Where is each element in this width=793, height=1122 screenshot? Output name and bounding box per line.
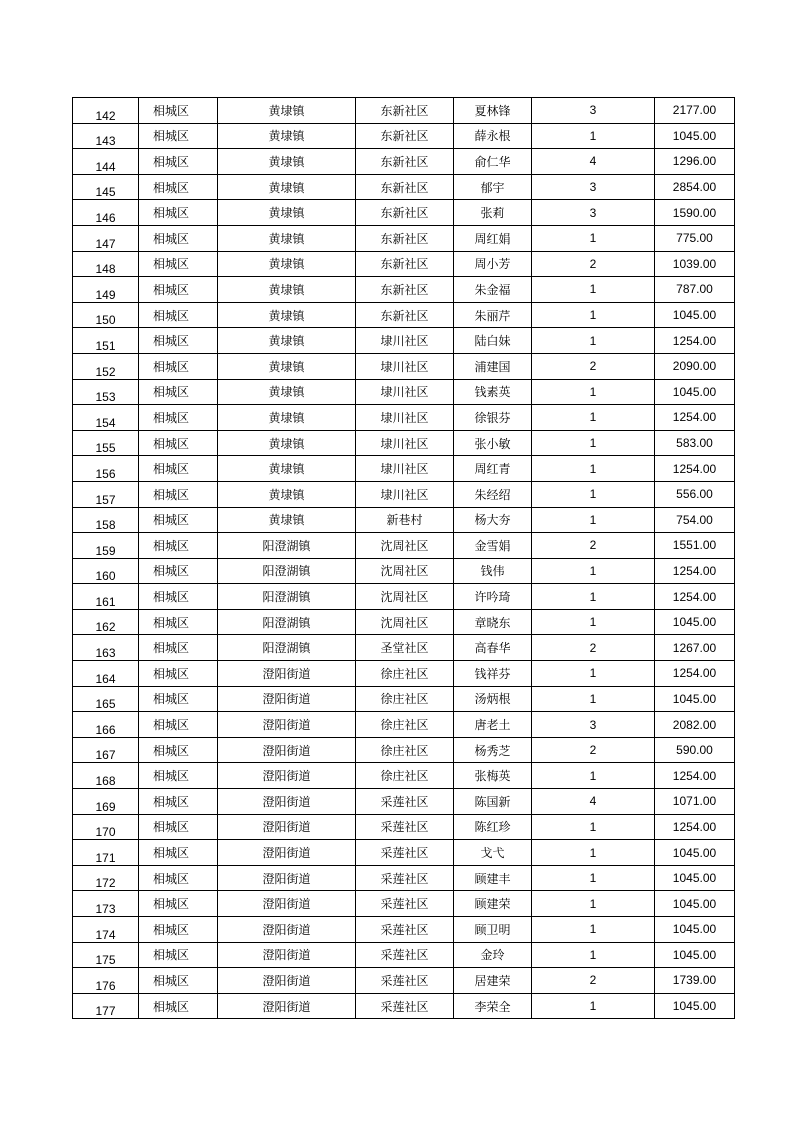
- row-number: 163: [73, 635, 139, 661]
- amount-cell: 1254.00: [655, 405, 735, 431]
- household-count-cell: 2: [532, 737, 655, 763]
- household-count-cell: 1: [532, 686, 655, 712]
- amount-cell: 2854.00: [655, 174, 735, 200]
- amount-cell: 1039.00: [655, 251, 735, 277]
- name-cell: 杨秀芝: [454, 737, 532, 763]
- household-count-cell: 1: [532, 123, 655, 149]
- row-number: 160: [73, 558, 139, 584]
- name-cell: 周红娟: [454, 225, 532, 251]
- table-row: [73, 968, 735, 994]
- household-count-cell: 1: [532, 661, 655, 687]
- name-cell: 顾卫明: [454, 917, 532, 943]
- amount-cell: 556.00: [655, 481, 735, 507]
- table-row: [73, 251, 735, 277]
- district-cell: 相城区: [139, 225, 218, 251]
- amount-cell: 754.00: [655, 507, 735, 533]
- community-cell: 埭川社区: [356, 379, 454, 405]
- row-number: 145: [73, 174, 139, 200]
- community-cell: 采莲社区: [356, 942, 454, 968]
- name-cell: 顾建荣: [454, 891, 532, 917]
- district-cell: 相城区: [139, 123, 218, 149]
- table-row: [73, 814, 735, 840]
- district-cell: 相城区: [139, 917, 218, 943]
- household-count-cell: 1: [532, 328, 655, 354]
- row-number: 176: [73, 968, 139, 994]
- row-number: 162: [73, 609, 139, 635]
- table-row: [73, 917, 735, 943]
- community-cell: 采莲社区: [356, 814, 454, 840]
- row-number: 175: [73, 942, 139, 968]
- amount-cell: 1254.00: [655, 584, 735, 610]
- table-row: [73, 533, 735, 559]
- community-cell: 东新社区: [356, 302, 454, 328]
- town-cell: 黄埭镇: [218, 251, 356, 277]
- town-cell: 黄埭镇: [218, 302, 356, 328]
- town-cell: 黄埭镇: [218, 328, 356, 354]
- name-cell: 居建荣: [454, 968, 532, 994]
- name-cell: 薛永根: [454, 123, 532, 149]
- household-count-cell: 3: [532, 98, 655, 124]
- household-count-cell: 1: [532, 993, 655, 1019]
- household-count-cell: 1: [532, 507, 655, 533]
- amount-cell: 775.00: [655, 225, 735, 251]
- name-cell: 金雪娟: [454, 533, 532, 559]
- row-number: 158: [73, 507, 139, 533]
- community-cell: 徐庄社区: [356, 661, 454, 687]
- amount-cell: 2177.00: [655, 98, 735, 124]
- town-cell: 黄埭镇: [218, 98, 356, 124]
- district-cell: 相城区: [139, 277, 218, 303]
- community-cell: 新巷村: [356, 507, 454, 533]
- district-cell: 相城区: [139, 328, 218, 354]
- name-cell: 徐银芬: [454, 405, 532, 431]
- row-number: 159: [73, 533, 139, 559]
- district-cell: 相城区: [139, 712, 218, 738]
- amount-cell: 1254.00: [655, 763, 735, 789]
- household-count-cell: 1: [532, 225, 655, 251]
- district-cell: 相城区: [139, 968, 218, 994]
- community-cell: 采莲社区: [356, 917, 454, 943]
- town-cell: 黄埭镇: [218, 225, 356, 251]
- district-cell: 相城区: [139, 584, 218, 610]
- town-cell: 黄埭镇: [218, 405, 356, 431]
- table-row: [73, 763, 735, 789]
- table-row: [73, 789, 735, 815]
- name-cell: 周红青: [454, 456, 532, 482]
- row-number: 147: [73, 225, 139, 251]
- community-cell: 东新社区: [356, 251, 454, 277]
- household-count-cell: 4: [532, 789, 655, 815]
- row-number: 169: [73, 789, 139, 815]
- household-count-cell: 2: [532, 968, 655, 994]
- community-cell: 采莲社区: [356, 789, 454, 815]
- table-row: [73, 891, 735, 917]
- amount-cell: 2090.00: [655, 353, 735, 379]
- household-count-cell: 2: [532, 353, 655, 379]
- amount-cell: 590.00: [655, 737, 735, 763]
- community-cell: 沈周社区: [356, 533, 454, 559]
- name-cell: 浦建国: [454, 353, 532, 379]
- community-cell: 东新社区: [356, 123, 454, 149]
- district-cell: 相城区: [139, 456, 218, 482]
- community-cell: 东新社区: [356, 277, 454, 303]
- row-number: 153: [73, 379, 139, 405]
- district-cell: 相城区: [139, 635, 218, 661]
- town-cell: 黄埭镇: [218, 277, 356, 303]
- row-number: 155: [73, 430, 139, 456]
- town-cell: 澄阳街道: [218, 840, 356, 866]
- town-cell: 黄埭镇: [218, 456, 356, 482]
- records-table: [72, 97, 735, 1019]
- household-count-cell: 1: [532, 277, 655, 303]
- amount-cell: 1045.00: [655, 302, 735, 328]
- district-cell: 相城区: [139, 149, 218, 175]
- district-cell: 相城区: [139, 993, 218, 1019]
- row-number: 172: [73, 865, 139, 891]
- community-cell: 徐庄社区: [356, 712, 454, 738]
- amount-cell: 1045.00: [655, 379, 735, 405]
- records-table-body: [73, 98, 735, 1019]
- town-cell: 阳澄湖镇: [218, 609, 356, 635]
- amount-cell: 1045.00: [655, 609, 735, 635]
- row-number: 144: [73, 149, 139, 175]
- row-number: 168: [73, 763, 139, 789]
- row-number: 143: [73, 123, 139, 149]
- district-cell: 相城区: [139, 942, 218, 968]
- row-number: 151: [73, 328, 139, 354]
- household-count-cell: 3: [532, 712, 655, 738]
- household-count-cell: 2: [532, 635, 655, 661]
- name-cell: 俞仁华: [454, 149, 532, 175]
- town-cell: 黄埭镇: [218, 123, 356, 149]
- table-row: [73, 609, 735, 635]
- household-count-cell: 1: [532, 840, 655, 866]
- amount-cell: 1045.00: [655, 891, 735, 917]
- name-cell: 郁宇: [454, 174, 532, 200]
- name-cell: 朱丽芹: [454, 302, 532, 328]
- district-cell: 相城区: [139, 737, 218, 763]
- town-cell: 澄阳街道: [218, 891, 356, 917]
- community-cell: 采莲社区: [356, 865, 454, 891]
- community-cell: 采莲社区: [356, 968, 454, 994]
- household-count-cell: 1: [532, 405, 655, 431]
- row-number: 167: [73, 737, 139, 763]
- district-cell: 相城区: [139, 865, 218, 891]
- household-count-cell: 3: [532, 200, 655, 226]
- table-row: [73, 277, 735, 303]
- row-number: 164: [73, 661, 139, 687]
- table-row: [73, 225, 735, 251]
- town-cell: 黄埭镇: [218, 507, 356, 533]
- table-row: [73, 584, 735, 610]
- town-cell: 澄阳街道: [218, 763, 356, 789]
- community-cell: 埭川社区: [356, 353, 454, 379]
- town-cell: 黄埭镇: [218, 430, 356, 456]
- amount-cell: 787.00: [655, 277, 735, 303]
- community-cell: 埭川社区: [356, 481, 454, 507]
- table-row: [73, 149, 735, 175]
- district-cell: 相城区: [139, 200, 218, 226]
- community-cell: 东新社区: [356, 98, 454, 124]
- amount-cell: 583.00: [655, 430, 735, 456]
- name-cell: 李荣全: [454, 993, 532, 1019]
- amount-cell: 1739.00: [655, 968, 735, 994]
- amount-cell: 1590.00: [655, 200, 735, 226]
- town-cell: 澄阳街道: [218, 968, 356, 994]
- household-count-cell: 1: [532, 763, 655, 789]
- table-row: [73, 661, 735, 687]
- household-count-cell: 1: [532, 865, 655, 891]
- row-number: 171: [73, 840, 139, 866]
- household-count-cell: 1: [532, 891, 655, 917]
- name-cell: 张梅英: [454, 763, 532, 789]
- table-row: [73, 840, 735, 866]
- table-row: [73, 456, 735, 482]
- community-cell: 沈周社区: [356, 609, 454, 635]
- town-cell: 澄阳街道: [218, 737, 356, 763]
- table-row: [73, 481, 735, 507]
- household-count-cell: 1: [532, 456, 655, 482]
- name-cell: 许吟琦: [454, 584, 532, 610]
- town-cell: 澄阳街道: [218, 661, 356, 687]
- town-cell: 澄阳街道: [218, 814, 356, 840]
- community-cell: 埭川社区: [356, 328, 454, 354]
- town-cell: 阳澄湖镇: [218, 558, 356, 584]
- row-number: 149: [73, 277, 139, 303]
- household-count-cell: 4: [532, 149, 655, 175]
- table-row: [73, 328, 735, 354]
- name-cell: 陈红珍: [454, 814, 532, 840]
- table-row: [73, 430, 735, 456]
- district-cell: 相城区: [139, 302, 218, 328]
- community-cell: 徐庄社区: [356, 763, 454, 789]
- name-cell: 金玲: [454, 942, 532, 968]
- household-count-cell: 1: [532, 917, 655, 943]
- name-cell: 钱祥芬: [454, 661, 532, 687]
- town-cell: 黄埭镇: [218, 149, 356, 175]
- amount-cell: 1296.00: [655, 149, 735, 175]
- community-cell: 沈周社区: [356, 584, 454, 610]
- row-number: 146: [73, 200, 139, 226]
- row-number: 173: [73, 891, 139, 917]
- community-cell: 东新社区: [356, 174, 454, 200]
- household-count-cell: 1: [532, 302, 655, 328]
- amount-cell: 1254.00: [655, 814, 735, 840]
- community-cell: 沈周社区: [356, 558, 454, 584]
- town-cell: 澄阳街道: [218, 712, 356, 738]
- row-number: 170: [73, 814, 139, 840]
- name-cell: 张莉: [454, 200, 532, 226]
- household-count-cell: 1: [532, 942, 655, 968]
- district-cell: 相城区: [139, 98, 218, 124]
- town-cell: 阳澄湖镇: [218, 635, 356, 661]
- town-cell: 澄阳街道: [218, 942, 356, 968]
- amount-cell: 1045.00: [655, 917, 735, 943]
- table-row: [73, 200, 735, 226]
- row-number: 150: [73, 302, 139, 328]
- town-cell: 澄阳街道: [218, 917, 356, 943]
- row-number: 174: [73, 917, 139, 943]
- name-cell: 顾建丰: [454, 865, 532, 891]
- table-row: [73, 865, 735, 891]
- amount-cell: 1071.00: [655, 789, 735, 815]
- table-row: [73, 942, 735, 968]
- district-cell: 相城区: [139, 840, 218, 866]
- amount-cell: 1045.00: [655, 865, 735, 891]
- community-cell: 徐庄社区: [356, 737, 454, 763]
- community-cell: 采莲社区: [356, 993, 454, 1019]
- community-cell: 埭川社区: [356, 405, 454, 431]
- town-cell: 澄阳街道: [218, 865, 356, 891]
- table-row: [73, 302, 735, 328]
- town-cell: 黄埭镇: [218, 174, 356, 200]
- district-cell: 相城区: [139, 789, 218, 815]
- district-cell: 相城区: [139, 379, 218, 405]
- household-count-cell: 3: [532, 174, 655, 200]
- row-number: 152: [73, 353, 139, 379]
- district-cell: 相城区: [139, 891, 218, 917]
- name-cell: 陈国新: [454, 789, 532, 815]
- household-count-cell: 1: [532, 814, 655, 840]
- community-cell: 东新社区: [356, 225, 454, 251]
- amount-cell: 1045.00: [655, 993, 735, 1019]
- amount-cell: 1254.00: [655, 456, 735, 482]
- name-cell: 汤炳根: [454, 686, 532, 712]
- district-cell: 相城区: [139, 251, 218, 277]
- name-cell: 杨大夯: [454, 507, 532, 533]
- name-cell: 陆白妹: [454, 328, 532, 354]
- row-number: 166: [73, 712, 139, 738]
- community-cell: 圣堂社区: [356, 635, 454, 661]
- name-cell: 戈弋: [454, 840, 532, 866]
- table-row: [73, 993, 735, 1019]
- amount-cell: 1254.00: [655, 661, 735, 687]
- town-cell: 黄埭镇: [218, 379, 356, 405]
- community-cell: 采莲社区: [356, 840, 454, 866]
- household-count-cell: 1: [532, 481, 655, 507]
- household-count-cell: 1: [532, 558, 655, 584]
- district-cell: 相城区: [139, 481, 218, 507]
- row-number: 148: [73, 251, 139, 277]
- table-row: [73, 98, 735, 124]
- community-cell: 徐庄社区: [356, 686, 454, 712]
- district-cell: 相城区: [139, 507, 218, 533]
- town-cell: 澄阳街道: [218, 993, 356, 1019]
- name-cell: 夏林锋: [454, 98, 532, 124]
- table-row: [73, 405, 735, 431]
- table-row: [73, 686, 735, 712]
- town-cell: 黄埭镇: [218, 481, 356, 507]
- row-number: 142: [73, 98, 139, 124]
- town-cell: 黄埭镇: [218, 200, 356, 226]
- community-cell: 东新社区: [356, 200, 454, 226]
- name-cell: 章晓东: [454, 609, 532, 635]
- name-cell: 钱素英: [454, 379, 532, 405]
- household-count-cell: 2: [532, 533, 655, 559]
- community-cell: 埭川社区: [356, 430, 454, 456]
- amount-cell: 1045.00: [655, 840, 735, 866]
- district-cell: 相城区: [139, 430, 218, 456]
- table-row: [73, 353, 735, 379]
- row-number: 157: [73, 481, 139, 507]
- district-cell: 相城区: [139, 661, 218, 687]
- district-cell: 相城区: [139, 405, 218, 431]
- row-number: 177: [73, 993, 139, 1019]
- table-row: [73, 737, 735, 763]
- table-row: [73, 123, 735, 149]
- district-cell: 相城区: [139, 174, 218, 200]
- amount-cell: 1254.00: [655, 328, 735, 354]
- table-row: [73, 174, 735, 200]
- household-count-cell: 1: [532, 584, 655, 610]
- name-cell: 周小芳: [454, 251, 532, 277]
- district-cell: 相城区: [139, 353, 218, 379]
- row-number: 154: [73, 405, 139, 431]
- name-cell: 唐老土: [454, 712, 532, 738]
- household-count-cell: 2: [532, 251, 655, 277]
- table-row: [73, 507, 735, 533]
- name-cell: 朱金福: [454, 277, 532, 303]
- town-cell: 黄埭镇: [218, 353, 356, 379]
- amount-cell: 1045.00: [655, 686, 735, 712]
- name-cell: 高春华: [454, 635, 532, 661]
- district-cell: 相城区: [139, 763, 218, 789]
- amount-cell: 2082.00: [655, 712, 735, 738]
- amount-cell: 1254.00: [655, 558, 735, 584]
- town-cell: 阳澄湖镇: [218, 584, 356, 610]
- district-cell: 相城区: [139, 558, 218, 584]
- household-count-cell: 1: [532, 430, 655, 456]
- community-cell: 采莲社区: [356, 891, 454, 917]
- name-cell: 朱经绍: [454, 481, 532, 507]
- town-cell: 阳澄湖镇: [218, 533, 356, 559]
- name-cell: 钱伟: [454, 558, 532, 584]
- table-row: [73, 379, 735, 405]
- town-cell: 澄阳街道: [218, 686, 356, 712]
- household-count-cell: 1: [532, 609, 655, 635]
- table-row: [73, 558, 735, 584]
- household-count-cell: 1: [532, 379, 655, 405]
- amount-cell: 1267.00: [655, 635, 735, 661]
- town-cell: 澄阳街道: [218, 789, 356, 815]
- district-cell: 相城区: [139, 686, 218, 712]
- community-cell: 东新社区: [356, 149, 454, 175]
- row-number: 161: [73, 584, 139, 610]
- district-cell: 相城区: [139, 533, 218, 559]
- table-row: [73, 712, 735, 738]
- row-number: 165: [73, 686, 139, 712]
- district-cell: 相城区: [139, 609, 218, 635]
- amount-cell: 1551.00: [655, 533, 735, 559]
- row-number: 156: [73, 456, 139, 482]
- table-row: [73, 635, 735, 661]
- community-cell: 埭川社区: [356, 456, 454, 482]
- amount-cell: 1045.00: [655, 123, 735, 149]
- name-cell: 张小敏: [454, 430, 532, 456]
- amount-cell: 1045.00: [655, 942, 735, 968]
- district-cell: 相城区: [139, 814, 218, 840]
